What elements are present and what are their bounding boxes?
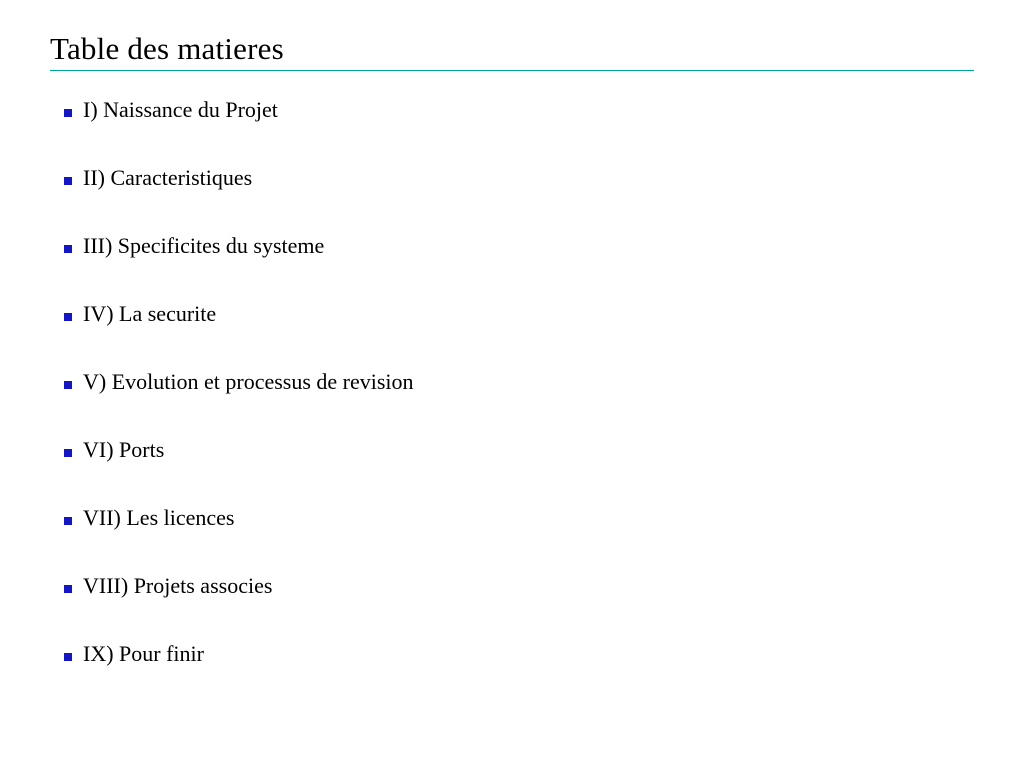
list-item-label: IX) Pour finir [83, 641, 204, 666]
list-item-label: IV) La securite [83, 301, 217, 326]
page-title: Table des matieres [50, 31, 284, 66]
list-item[interactable] [50, 232, 974, 300]
square-bullet-icon [64, 517, 72, 525]
square-bullet-icon [64, 585, 72, 593]
list-item-label: VII) Les licences [83, 505, 235, 530]
square-bullet-icon [64, 245, 72, 253]
square-bullet-icon [64, 449, 72, 457]
list-item[interactable] [50, 96, 974, 164]
list-item-label: V) Evolution et processus de revision [83, 369, 414, 394]
title-divider [50, 70, 974, 71]
list-item[interactable] [50, 300, 974, 368]
list-item-label: VI) Ports [83, 437, 165, 462]
square-bullet-icon [64, 109, 72, 117]
list-item-label: II) Caracteristiques [83, 165, 253, 190]
square-bullet-icon [64, 653, 72, 661]
list-item-label: VIII) Projets associes [83, 573, 273, 598]
list-item[interactable] [50, 572, 974, 640]
list-item-label: I) Naissance du Projet [83, 97, 278, 122]
list-item[interactable] [50, 164, 974, 232]
list-item[interactable] [50, 436, 974, 504]
list-item-label: III) Specificites du systeme [83, 233, 325, 258]
table-of-contents [50, 96, 974, 708]
list-item[interactable] [50, 368, 974, 436]
list-item[interactable] [50, 504, 974, 572]
square-bullet-icon [64, 177, 72, 185]
square-bullet-icon [64, 381, 72, 389]
square-bullet-icon [64, 313, 72, 321]
list-item[interactable] [50, 640, 974, 708]
